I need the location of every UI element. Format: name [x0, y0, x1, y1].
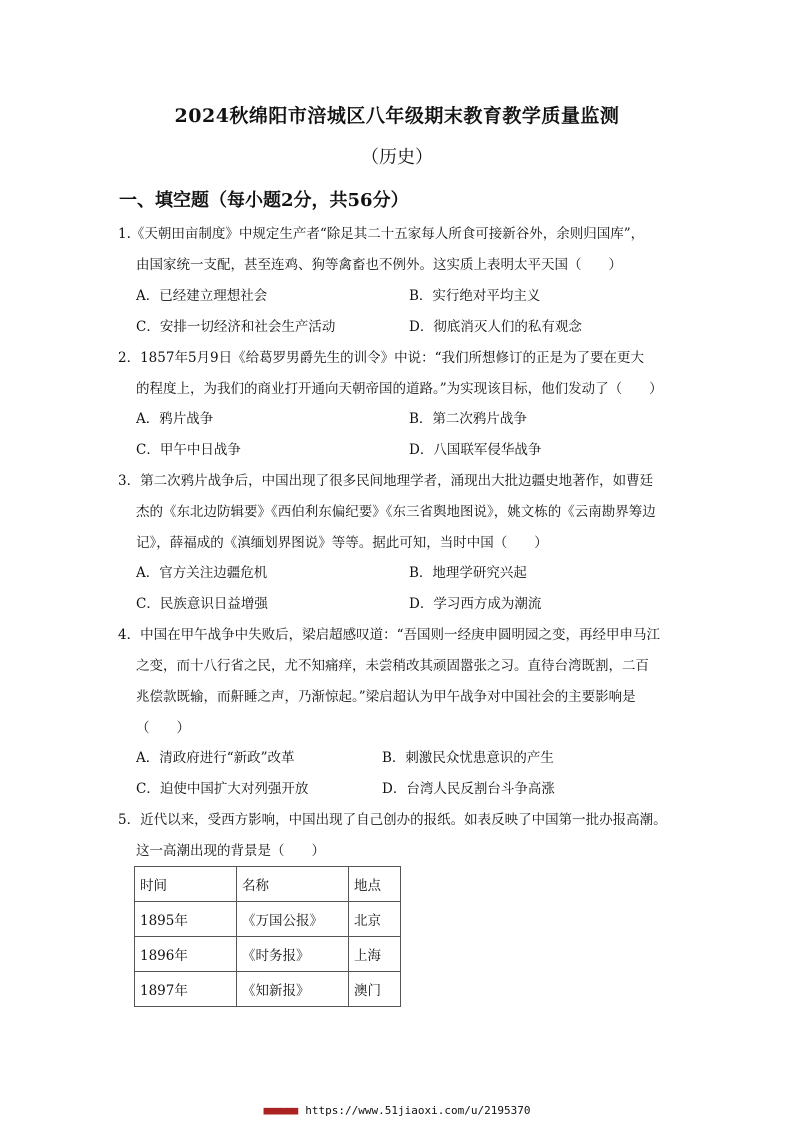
table-row: [135, 937, 401, 972]
footer-watermark: [0, 1104, 794, 1117]
footer-url[interactable]: https://www.51jiaoxi.com/u/2195370: [305, 1104, 531, 1117]
table-cell: 北京: [349, 902, 401, 937]
section-heading: 一、填空题（每小题2分，共56分）: [119, 190, 409, 211]
option-b: B．实行绝对平均主义: [409, 288, 541, 304]
question-line: 5．近代以来，受西方影响，中国出现了自己创办的报纸。如表反映了中国第一批办报高潮。: [118, 812, 667, 828]
footer-dots: ■■■■■■: [263, 1104, 298, 1117]
question-5: [118, 805, 678, 867]
table-header-row: [135, 867, 401, 902]
table-cell: 1895年: [135, 902, 237, 937]
question-1: [118, 219, 678, 281]
question-1-options: [136, 281, 696, 343]
table-header-cell: 地点: [349, 867, 401, 902]
question-line: 这一高潮出现的背景是（ ）: [136, 843, 325, 859]
table-cell: 《时务报》: [237, 937, 349, 972]
table-row: [135, 902, 401, 937]
option-d: D．彻底消灭人们的私有观念: [409, 319, 582, 335]
option-c: C．甲午中日战争: [136, 442, 241, 458]
question-line: 杰的《东北边防辑要》《西伯利东偏纪要》《东三省舆地图说》，姚文栋的《云南勘界筹边: [136, 504, 656, 520]
question-3: [118, 466, 678, 559]
question-2: [118, 343, 678, 405]
table-cell: 上海: [349, 937, 401, 972]
table-cell: 澳门: [349, 972, 401, 1007]
question-4: [118, 620, 678, 744]
question-3-options: [136, 558, 696, 620]
option-a: A．清政府进行“新政”改革: [136, 750, 295, 766]
newspaper-table: [134, 866, 401, 1007]
question-line: （ ）: [136, 720, 190, 736]
table-header-cell: 名称: [237, 867, 349, 902]
question-line: 由国家统一支配，甚至连鸡、狗等禽畜也不例外。这实质上表明太平天国（ ）: [136, 257, 622, 273]
table-cell: 《知新报》: [237, 972, 349, 1007]
table-row: [135, 972, 401, 1007]
page-title: 2024秋绵阳市涪城区八年级期末教育教学质量监测: [174, 105, 620, 127]
option-d: D．学习西方成为潮流: [409, 596, 542, 612]
option-a: A．已经建立理想社会: [136, 288, 268, 304]
option-b: B．第二次鸦片战争: [409, 411, 527, 427]
option-c: C．迫使中国扩大对列强开放: [136, 781, 309, 797]
question-4-options: [136, 743, 696, 805]
question-line: 2．1857年5月9日《给葛罗男爵先生的训令》中说：“我们所想修订的正是为了要在更大: [118, 350, 645, 366]
question-line: 记》，薛福成的《滇缅划界图说》等等。据此可知，当时中国（ ）: [136, 535, 548, 551]
option-a: A．官方关注边疆危机: [136, 565, 268, 581]
table-cell: 1896年: [135, 937, 237, 972]
option-c: C．民族意识日益增强: [136, 596, 268, 612]
table-cell: 《万国公报》: [237, 902, 349, 937]
option-d: D．台湾人民反割台斗争高涨: [382, 781, 555, 797]
page-subtitle: （历史）: [361, 147, 433, 168]
question-line: 兆偿款既输，而鼾睡之声，乃渐惊起。”梁启超认为甲午战争对中国社会的主要影响是: [136, 689, 636, 705]
question-2-options: [136, 404, 696, 466]
question-line: 3．第二次鸦片战争后，中国出现了很多民间地理学者，涌现出大批边疆史地著作，如曹廷: [118, 473, 654, 489]
option-b: B．地理学研究兴起: [409, 565, 527, 581]
option-c: C．安排一切经济和社会生产活动: [136, 319, 336, 335]
option-a: A．鸦片战争: [136, 411, 214, 427]
table-header-cell: 时间: [135, 867, 237, 902]
option-d: D．八国联军侵华战争: [409, 442, 542, 458]
question-line: 1.《天朝田亩制度》中规定生产者“除足其二十五家每人所食可接新谷外，余则归国库”，: [118, 226, 645, 242]
question-line: 4．中国在甲午战争中失败后，梁启超感叹道：“吾国则一经庚申圆明园之变，再经甲申马江: [118, 627, 660, 643]
option-b: B．刺激民众忧患意识的产生: [382, 750, 554, 766]
question-line: 的程度上，为我们的商业打开通向天朝帝国的道路。”为实现该目标，他们发动了（ ）: [136, 381, 663, 397]
question-line: 之变，而十八行省之民，尤不知痛痒，未尝稍改其顽固嚣张之习。直待台湾既割，二百: [136, 658, 649, 674]
table-cell: 1897年: [135, 972, 237, 1007]
